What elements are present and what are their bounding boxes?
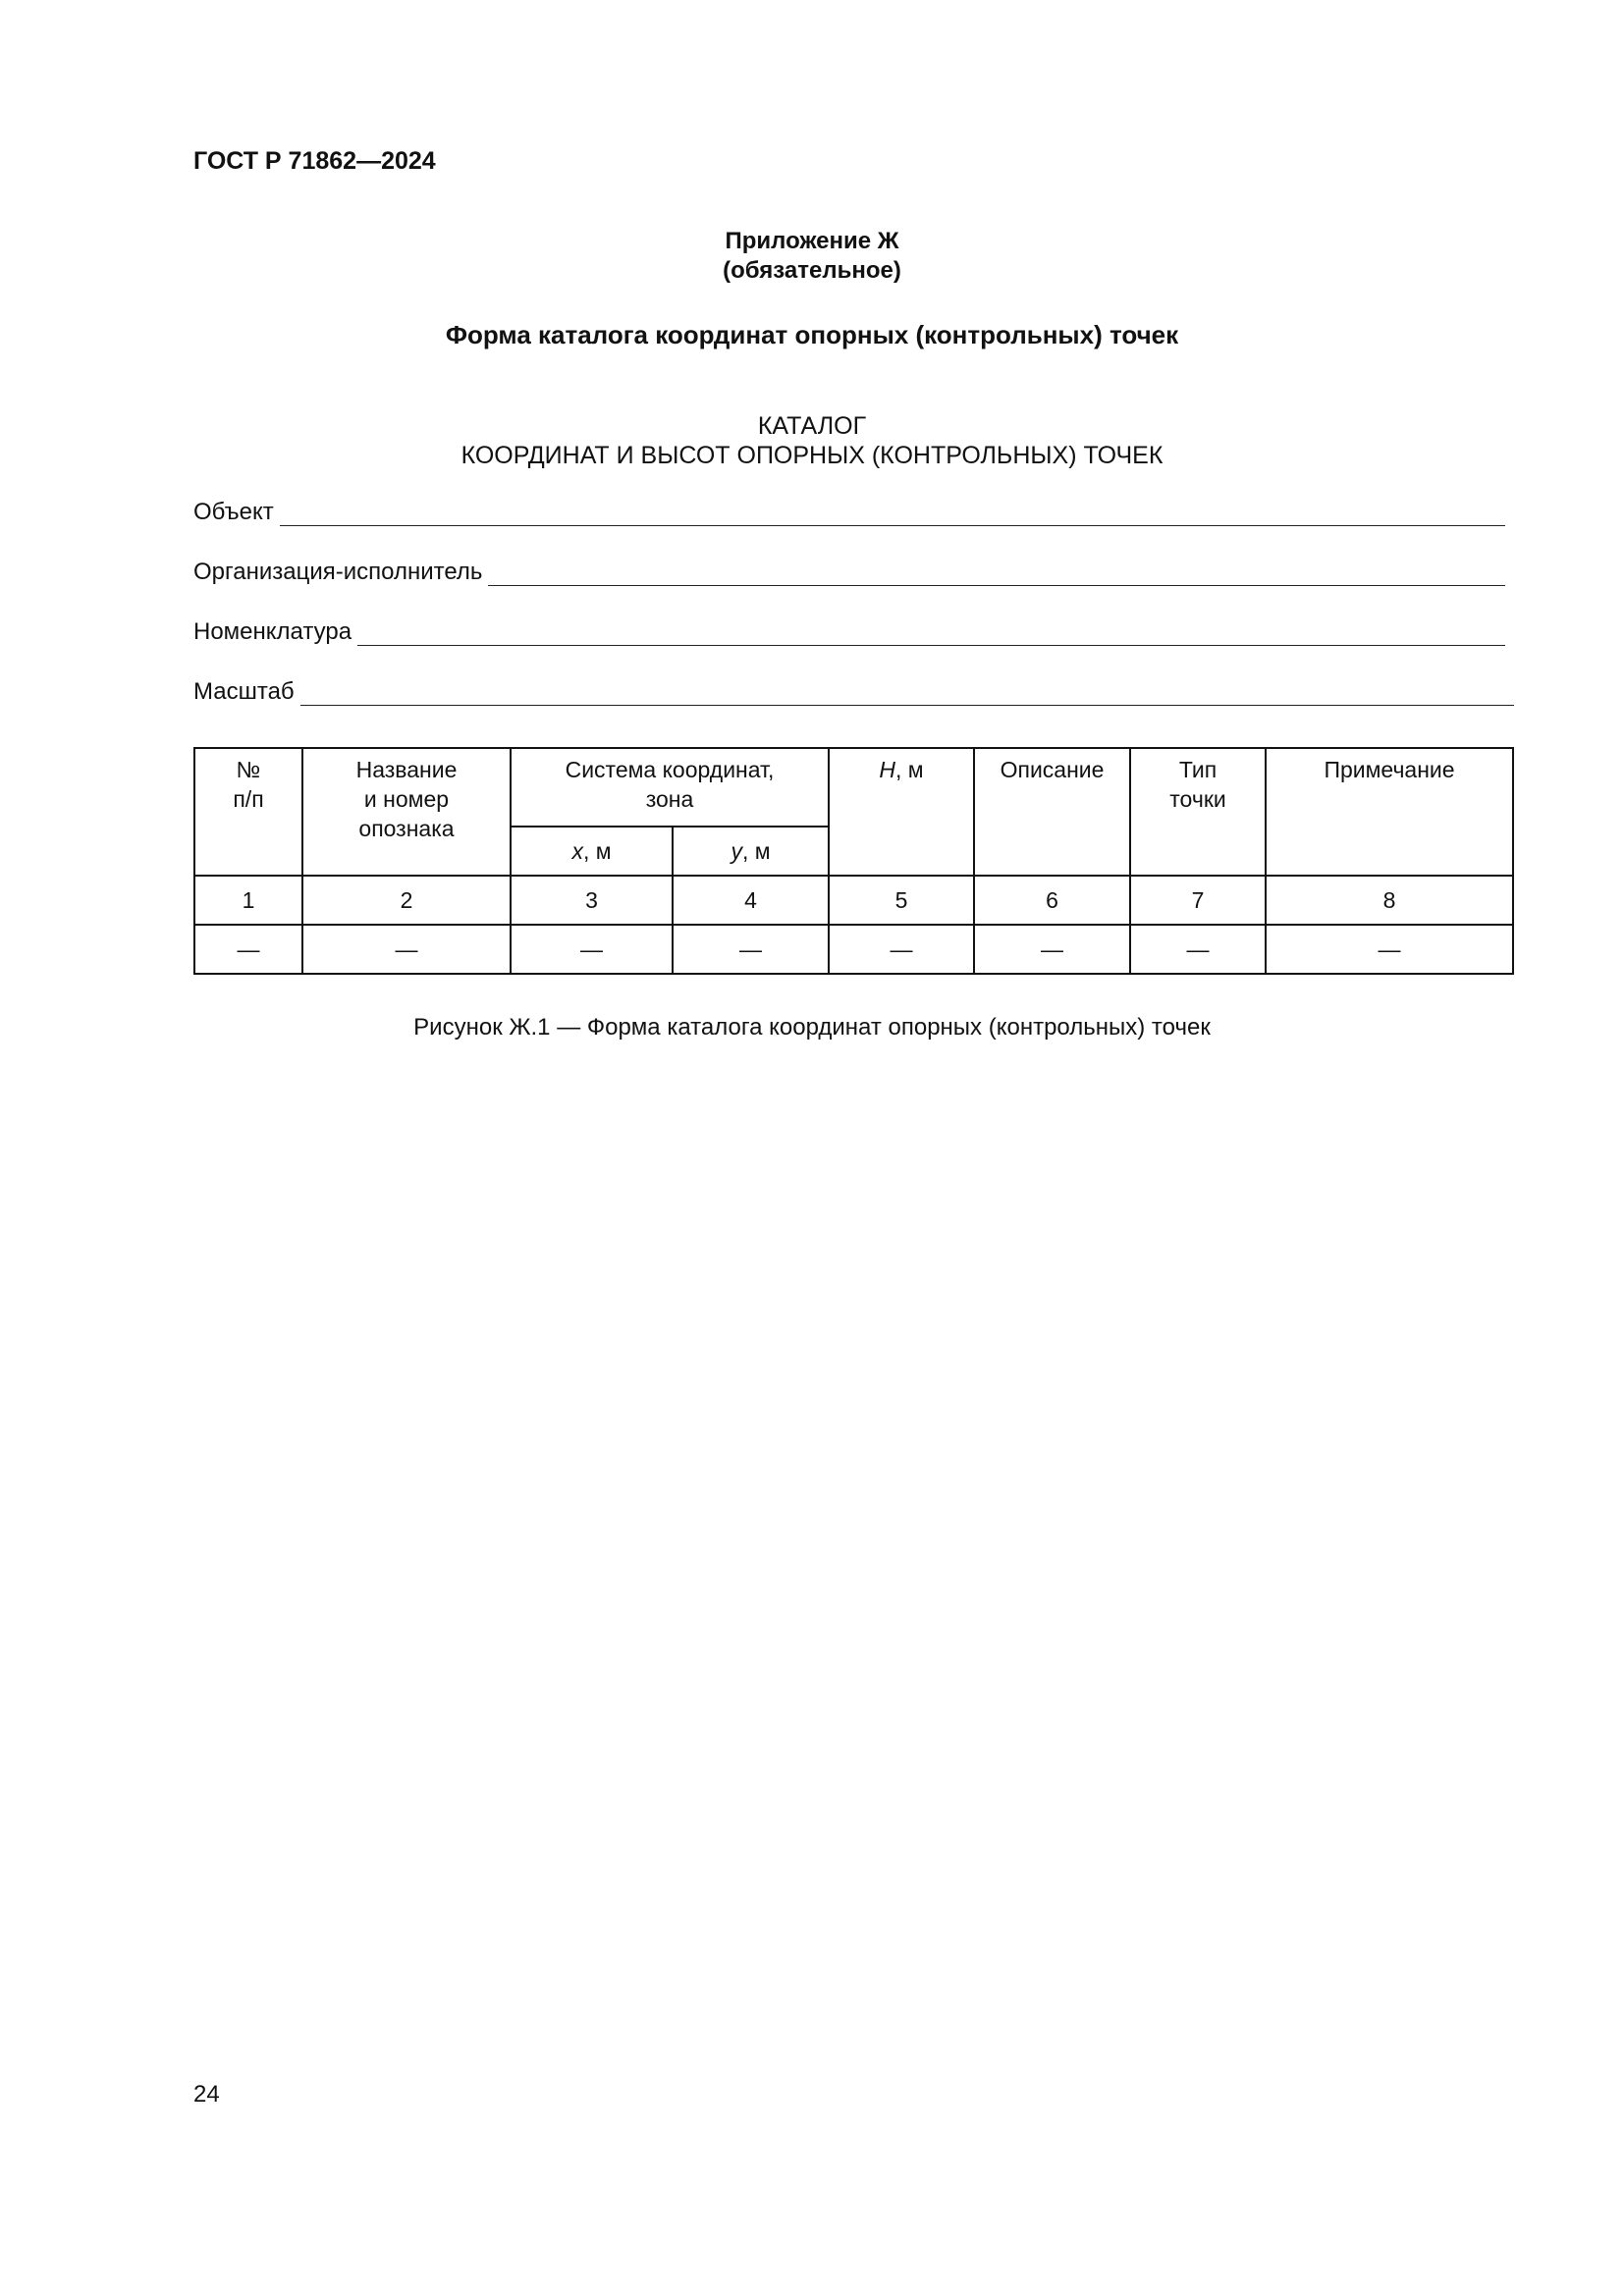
column-number: 8 [1266, 876, 1513, 925]
header-x [511, 827, 673, 876]
field-scale-line [300, 681, 1514, 706]
header-name: Название и номер опознака [302, 748, 511, 876]
header-y-unit: , м [741, 838, 771, 864]
header-point-type: Тип точки [1130, 748, 1266, 876]
header-coord-system: Система координат, зона [511, 748, 829, 827]
table-row [194, 925, 1513, 974]
annex-title: Приложение Ж [725, 228, 899, 254]
field-organization [193, 559, 1505, 586]
field-nomenclature [193, 618, 1505, 646]
table-column-numbers-row [194, 876, 1513, 925]
column-number: 6 [974, 876, 1130, 925]
field-nomenclature-label: Номенклатура [193, 618, 352, 645]
table-cell: — [673, 925, 829, 974]
form-title: Форма каталога координат опорных (контрольных) точек [445, 320, 1179, 349]
column-number: 5 [829, 876, 974, 925]
header-y-var: y [731, 838, 742, 864]
table-cell: — [1130, 925, 1266, 974]
column-number: 3 [511, 876, 673, 925]
header-description: Описание [974, 748, 1130, 876]
table-cell: — [829, 925, 974, 974]
field-nomenclature-line [357, 621, 1505, 646]
field-organization-line [488, 561, 1505, 586]
field-object-line [280, 502, 1505, 526]
catalog-heading-line2: КООРДИНАТ И ВЫСОТ ОПОРНЫХ (КОНТРОЛЬНЫХ) ТОЧЕК [460, 442, 1164, 469]
header-num: № п/п [194, 748, 302, 876]
column-number: 4 [673, 876, 829, 925]
figure-caption: Рисунок Ж.1 — Форма каталога координат опорных (контрольных) точек [413, 1014, 1211, 1041]
table-cell: — [302, 925, 511, 974]
catalog-heading-line1: КАТАЛОГ [757, 412, 867, 440]
document-code: ГОСТ Р 71862—2024 [193, 147, 436, 175]
column-number: 2 [302, 876, 511, 925]
field-object [193, 499, 1505, 526]
table-cell: — [974, 925, 1130, 974]
header-height-unit: , м [895, 757, 924, 782]
field-object-label: Объект [193, 499, 274, 525]
table-cell: — [511, 925, 673, 974]
table-cell: — [194, 925, 302, 974]
header-height [829, 748, 974, 876]
table-header-row [194, 748, 1513, 827]
field-scale-label: Масштаб [193, 678, 295, 705]
table-cell: — [1266, 925, 1513, 974]
field-scale [193, 678, 1514, 706]
catalog-table [193, 747, 1514, 975]
column-number: 7 [1130, 876, 1266, 925]
header-height-var: H [879, 757, 896, 782]
page-number: 24 [193, 2081, 220, 2108]
annex-status: (обязательное) [723, 257, 901, 284]
header-y [673, 827, 829, 876]
header-note: Примечание [1266, 748, 1513, 876]
field-organization-label: Организация-исполнитель [193, 559, 483, 585]
column-number: 1 [194, 876, 302, 925]
header-x-unit: , м [582, 838, 612, 864]
header-x-var: x [571, 838, 583, 864]
